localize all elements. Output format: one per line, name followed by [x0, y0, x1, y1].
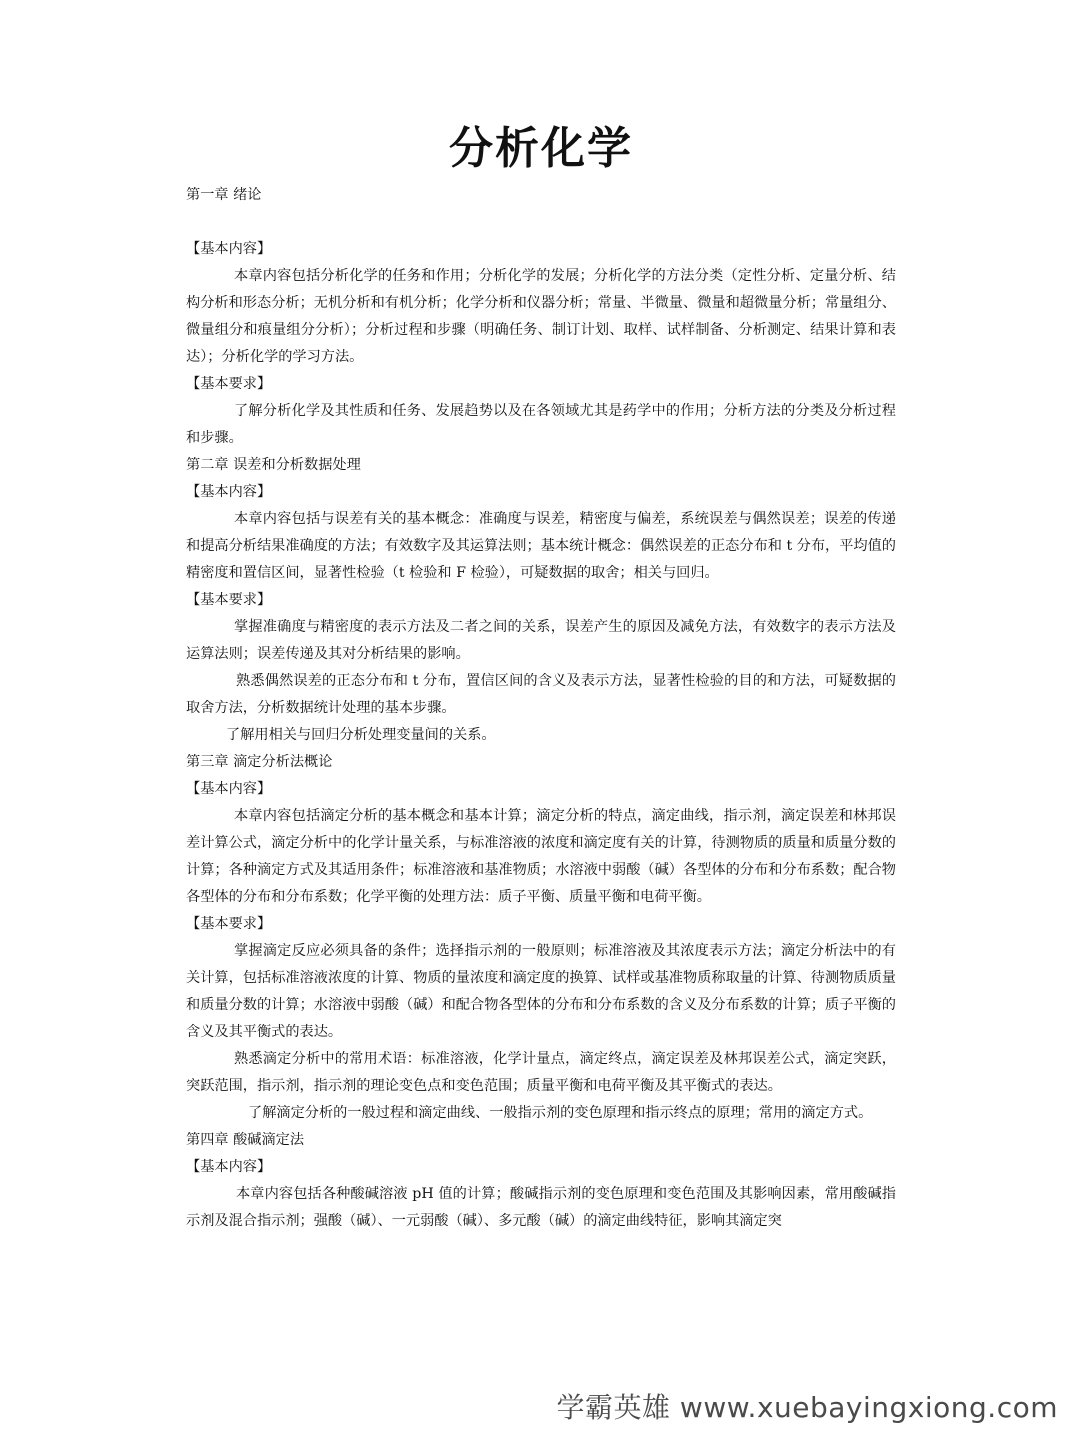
chapter2-req2: 熟悉偶然误差的正态分布和 t 分布，置信区间的含义及表示方法，显著性检验的目的和方法，可疑数据的取舍方法，分析数据统计处理的基本步骤。	[186, 673, 896, 716]
chapter3-req-label: 【基本要求】	[186, 916, 272, 932]
chapter2-content-label: 【基本内容】	[186, 484, 272, 500]
chapter3-content: 本章内容包括滴定分析的基本概念和基本计算；滴定分析的特点，滴定曲线，指示剂，滴定误差和林邦误差计算公式，滴定分析中的化学计量关系，与标准溶液的浓度和滴定度有关的计算，待测物质的质量和质量分数的计算；各种滴定方式及其适用条件；标准溶液和基准物质；水溶液中弱酸（碱）各型体的分布和分布系数；配合物各型体的分布和分布系数；化学平衡的处理方法：质子平衡、质量平衡和电荷平衡。	[186, 808, 896, 905]
chapter3-heading: 第三章 滴定分析法概论	[186, 754, 333, 770]
spacer	[186, 209, 896, 236]
chapter1-heading: 第一章 绪论	[186, 187, 262, 203]
chapter3-req1: 掌握滴定反应必须具备的条件；选择指示剂的一般原则；标准溶液及其浓度表示方法；滴定分析法中的有关计算，包括标准溶液浓度的计算、物质的量浓度和滴定度的换算、试样或基准物质称取量的计算、待测物质质量和质量分数的计算；水溶液中弱酸（碱）和配合物各型体的分布和分布系数的含义及分布系数的计算；质子平衡的含义及其平衡式的表达。	[186, 943, 896, 1040]
chapter3-req3: 了解滴定分析的一般过程和滴定曲线、一般指示剂的变色原理和指示终点的原理；常用的滴定方式。	[248, 1105, 873, 1121]
document-title: 分析化学	[449, 123, 633, 174]
chapter4-content-label: 【基本内容】	[186, 1159, 272, 1175]
chapter4-heading: 第四章 酸碱滴定法	[186, 1132, 305, 1148]
chapter3-content-label: 【基本内容】	[186, 781, 272, 797]
chapter2-heading: 第二章 误差和分析数据处理	[186, 457, 361, 473]
chapter3-req2: 熟悉滴定分析中的常用术语：标准溶液，化学计量点，滴定终点，滴定误差及林邦误差公式，滴定突跃，突跃范围，指示剂，指示剂的理论变色点和变色范围；质量平衡和电荷平衡及其平衡式的表达。	[186, 1051, 896, 1094]
chapter2-content: 本章内容包括与误差有关的基本概念：准确度与误差，精密度与偏差，系统误差与偶然误差；误差的传递和提高分析结果准确度的方法；有效数字及其运算法则；基本统计概念：偶然误差的正态分布和 t 分布，平均值的精密度和置信区间，显著性检验（t 检验和 F 检验），可疑数据的取舍；相关与回归。	[186, 511, 896, 581]
chapter2-req1: 掌握准确度与精密度的表示方法及二者之间的关系，误差产生的原因及减免方法，有效数字的表示方法及运算法则；误差传递及其对分析结果的影响。	[186, 619, 896, 662]
chapter1-content-label: 【基本内容】	[186, 241, 272, 257]
chapter1-content: 本章内容包括分析化学的任务和作用；分析化学的发展；分析化学的方法分类（定性分析、定量分析、结构分析和形态分析；无机分析和有机分析；化学分析和仪器分析；常量、半微量、微量和超微量分析；常量组分、微量组分和痕量组分分析）；分析过程和步骤（明确任务、制订计划、取样、试样制备、分析测定、结果计算和表达）；分析化学的学习方法。	[186, 268, 896, 365]
chapter2-req-label: 【基本要求】	[186, 592, 272, 608]
chapter1-req: 了解分析化学及其性质和任务、发展趋势以及在各领域尤其是药学中的作用；分析方法的分类及分析过程和步骤。	[186, 403, 896, 446]
chapter4-content: 本章内容包括各种酸碱溶液 pH 值的计算；酸碱指示剂的变色原理和变色范围及其影响因素，常用酸碱指示剂及混合指示剂；强酸（碱）、一元弱酸（碱）、多元酸（碱）的滴定曲线特征，影响其滴定突	[186, 1186, 896, 1229]
chapter1-req-label: 【基本要求】	[186, 376, 272, 392]
chapter2-req3: 了解用相关与回归分析处理变量间的关系。	[226, 727, 496, 743]
document-body	[186, 182, 896, 1235]
site-watermark: 学霸英雄 www.xuebayingxiong.com	[556, 1391, 1058, 1424]
